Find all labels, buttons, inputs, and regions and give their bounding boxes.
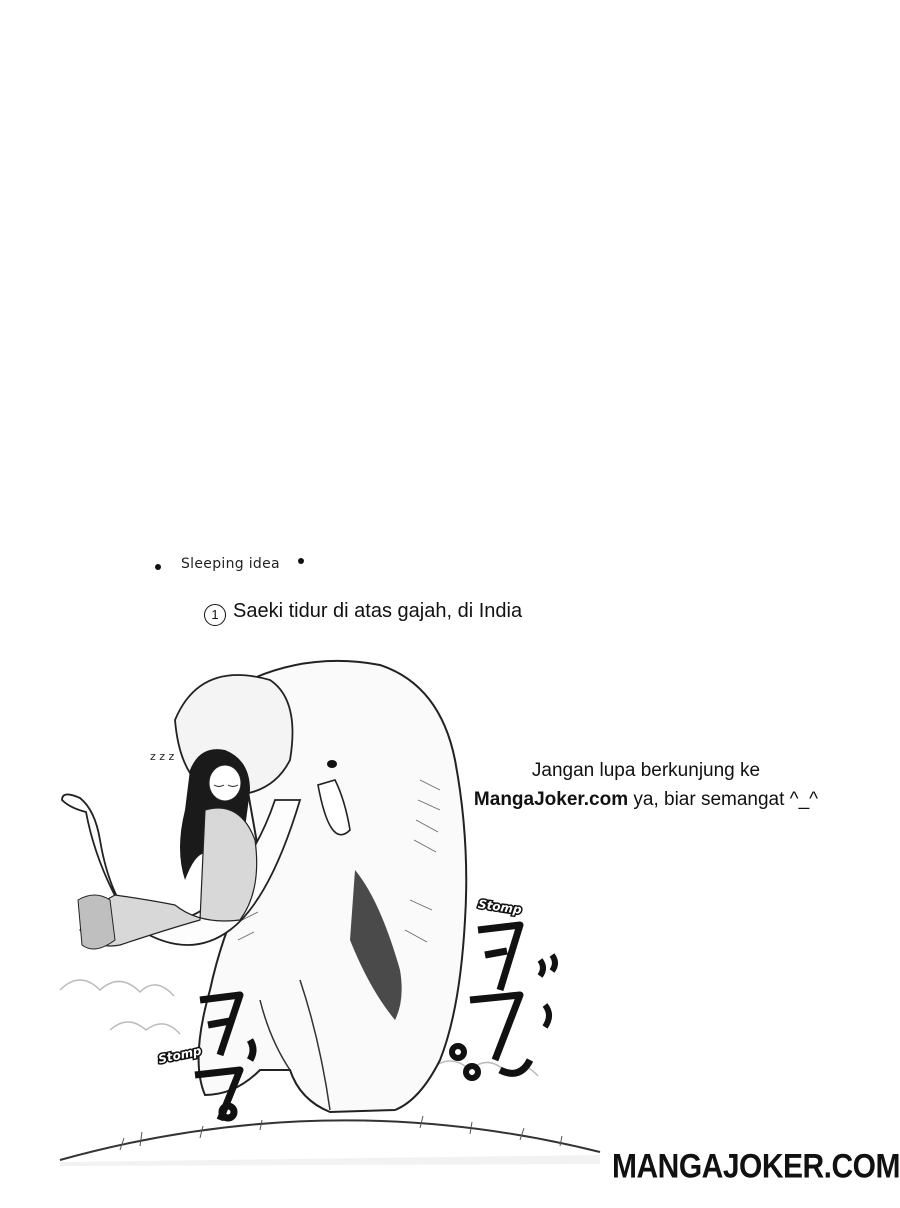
stomp-sfx-left: Stomp <box>157 1043 203 1067</box>
promo-text <box>466 756 826 814</box>
promo-line-1: Jangan lupa berkunjung ke <box>531 760 761 781</box>
stomp-sfx-right: Stomp <box>477 897 523 917</box>
site-watermark: MANGAJOKER.COM <box>612 1147 900 1186</box>
promo-line-2-rest: ya, biar semangat ^_^ <box>628 789 819 810</box>
heading-text: Sleeping idea <box>181 556 280 572</box>
idea-text: Saeki tidur di atas gajah, di India <box>233 600 523 622</box>
promo-brand: MangaJoker.com <box>473 789 629 810</box>
promo-line-2 <box>466 785 826 814</box>
zzz-text: z z z <box>150 750 175 763</box>
circled-number: 1 <box>204 604 226 626</box>
